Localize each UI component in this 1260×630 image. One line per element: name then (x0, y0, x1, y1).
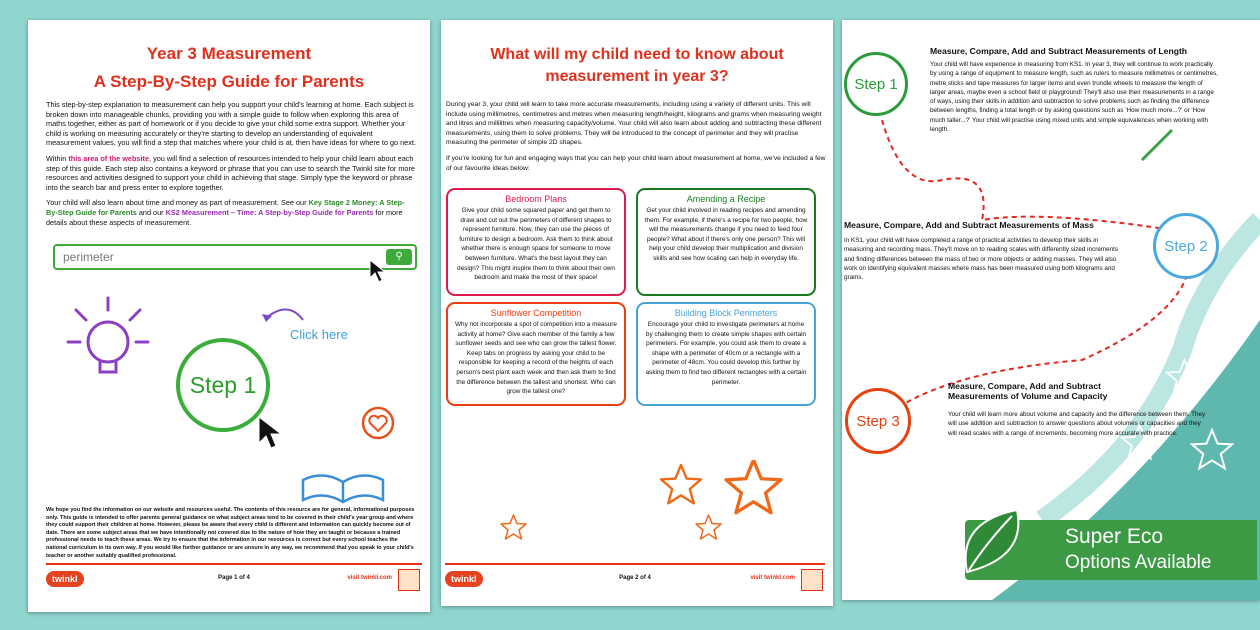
idea-box-building-blocks (636, 302, 816, 406)
cursor-icon (256, 415, 284, 451)
curved-arrow-icon (258, 300, 308, 330)
text: Your child will also learn about time and money as part of measurement. See our (46, 198, 309, 208)
search-input[interactable] (55, 246, 355, 268)
book-icon (298, 440, 388, 510)
text: for more details about these aspects of measurement. (46, 207, 403, 227)
footer (46, 563, 422, 593)
step-2-badge: Step 2 (1153, 213, 1219, 279)
text: Within (46, 153, 69, 163)
leaf-icon (957, 502, 1037, 582)
intro-paragraph: During year 3, your child will learn to take more accurate measurements, including using a variety of different units. This will include using millimetres, centimetres and metres when measuring length/height, kilograms and grams when measuring weight and litres and millilitres when measuring capacity/volume. Your child will also learn about adding and subtracting these different measurements, using them to solve problems. They will be introduced to the concept of perimeter and they will practise measuring the perimeter of simple 2D shapes. (446, 101, 822, 147)
intro-text (46, 100, 416, 233)
page-1 (28, 20, 430, 612)
page-title-line2: A Step-By-Step Guide for Parents (93, 72, 365, 91)
page-2 (441, 20, 833, 606)
disclaimer: We hope you find the information on our website and resources useful. The contents of this resource are for general, informational purposes only. This guide is intended to offer parents general guidance on what subject areas tend to be covered in their child's year group and where they could support their children at home. However, please be aware that every child is different and information can quickly become out of date. There are some subject areas that we have intentionally not covered due to the nature of how they are taught or because a trained professional needs to teach these areas. We try to ensure that the information in our resources is correct but every school teaches the national curriculum in its own way. If you would like further guidance or are unsure in any way, we recommend that you speak to your child's teacher or another suitably qualified professional. (46, 507, 415, 559)
step-1-text: Your child will have experience in measuring from KS1. In year 3, they will continue to work practically by using a range of equipment to measure length, such as rulers to measure millimetres or centimetres, metre sticks and tape measures for larger items and even trundle wheels to measure the length of larger areas, maybe even a school field or playground! They'll also use their measurements in a range of ways, using their skills in addition and subtraction to solve problems such as finding the difference between lengths, finding a total length or by asking questions such as 'How much more...?' or 'How much taller...?' Your child will practise using mixed units and simple equivalences when working with length. (930, 61, 1219, 134)
search-bar (53, 244, 417, 270)
step-3-text: Your child will learn more about volume and capacity and the difference between them. They will use addition and subtraction to answer questions about volumes or capacities and they will read scales with a range of increments, becoming more accurate with practice. (948, 411, 1206, 437)
click-here-label: Click here (290, 327, 348, 342)
box-text: Give your child some squared paper and get them to draw and cut out the perimeters of different shapes to represent furniture. Now, they can use the pieces of furniture to design a bedroom. Ask them to think about whether there is enough space for someone to move between furniture. What's the best layout they can design? This might inspire them to think about their own bedroom and make the most of their space! (457, 207, 615, 282)
search-button[interactable] (386, 249, 412, 265)
box-title: Sunflower Competition (490, 308, 582, 318)
heart-speech-bubble-icon (358, 405, 398, 445)
step-2-text: In KS1, your child will have completed a range of practical activities to develop their skills in measuring and recording mass. They'll move on to reading scales with differently sized increments and finding differences between the mass of two or more objects or adding masses. They will also work on identifying equivalent masses where mass has been measured using both kilograms and grams. (844, 237, 1118, 282)
intro-paragraph: This step-by-step explanation to measurement can help you support your child's learning at home. Each subject is broken down into manageable chunks, providing you with a simple guide to follow when exploring this area of maths together, either as part of homework or if you decide to give your child some extra support. Whether your child is working on measuring accurately or they're starting to develop an understanding of equivalent measurement values, you will find a step that matches where your child is at, then have ideas for where to go next. (46, 100, 416, 148)
visit-link[interactable]: visit twinkl.com (347, 575, 392, 581)
award-badge (801, 569, 823, 591)
box-text: Why not incorporate a spot of competition into a measure activity at home? Give each member of the family a few sunflower seeds and see who can grow the tallest flower. Keep tabs on progress by asking your child to be responsible for keeping a record of the heights of each person's best plant each week and then ask them to find the difference between the tallest and shortest. Who can grow the tallest one? (455, 321, 617, 396)
page-title-line1: What will my child need to know about (490, 46, 784, 63)
step-1-badge: Step 1 (844, 52, 908, 116)
text: and our (136, 207, 166, 217)
cursor-icon (368, 258, 388, 284)
box-title: Bedroom Plans (505, 194, 567, 204)
banner-line2: Options Available (1065, 552, 1212, 573)
page-3 (842, 20, 1260, 600)
step-1-button[interactable]: Step 1 (176, 338, 270, 432)
box-text: Encourage your child to investigate perimeters at home by challenging them to create simple shapes with certain perimeters. For example, you could ask them to create a shape with a perimeter of 40cm or a rectangle with a perimeter of 48cm. You could develop this further by asking them to find two different rectangles with a certain perimeter. (645, 321, 807, 386)
super-eco-banner (965, 520, 1257, 580)
banner-line1: Super Eco (1065, 525, 1164, 548)
visit-link[interactable]: visit twinkl.com (750, 575, 795, 581)
within-paragraph (46, 154, 416, 192)
money-guide-link[interactable]: Key Stage 2 Money: A Step-By-Step Guide for Parents (46, 198, 405, 217)
idea-box-sunflower (446, 302, 626, 406)
step-3-badge: Step 3 (845, 388, 911, 454)
step-3-heading: Measure, Compare, Add and Subtract Measurements of Volume and Capacity (948, 381, 1108, 401)
page-number: Page 1 of 4 (218, 575, 250, 581)
idea-box-amending-recipe (636, 188, 816, 296)
step-1-heading: Measure, Compare, Add and Subtract Measurements of Length (930, 46, 1188, 56)
idea-box-bedroom-plans (446, 188, 626, 296)
lightbulb-icon (58, 290, 158, 390)
search-icon: ⚲ (395, 251, 403, 262)
twinkl-logo[interactable]: twinkl (46, 571, 84, 587)
footer (445, 563, 825, 593)
box-title: Building Block Perimeters (674, 308, 778, 318)
intro-text (446, 100, 826, 179)
box-title: Amending a Recipe (686, 194, 766, 204)
stars-decoration-icon (481, 460, 811, 550)
award-badge (398, 569, 420, 591)
step-2-heading: Measure, Compare, Add and Subtract Measurements of Mass (844, 220, 1094, 230)
twinkl-logo[interactable]: twinkl (445, 571, 483, 587)
ideas-paragraph: If you're looking for fun and engaging ways that you can help your child learn about measurement at home, we've included a few of our favourite ideas below: (446, 154, 826, 172)
page-number: Page 2 of 4 (619, 575, 651, 581)
also-paragraph (46, 198, 416, 227)
time-guide-link[interactable]: KS2 Measurement – Time: A Step-by-Step Guide for Parents (165, 207, 374, 217)
website-link[interactable]: this area of the website (68, 153, 150, 163)
page-title-line1: Year 3 Measurement (146, 44, 312, 63)
box-text: Get your child involved in reading recipes and amending them. For example, if there's a recipe for two people, how will the measurements change if you need to feed four people? What about if there's only one person? This will help your child develop their multiplication and division skills and see how scaling can help in everyday life. (644, 207, 808, 262)
page-title-line2: measurement in year 3? (545, 68, 729, 85)
text: , you will find a selection of resources intended to help your child learn about each step of this guide. Each step also contains a keyword or phrase that you can use to search the Twinkl site for more resources and activities designed to support your child in achieving that stage. Simply type the keyword or phrase into the search bar and press enter to explore together. (46, 153, 415, 192)
